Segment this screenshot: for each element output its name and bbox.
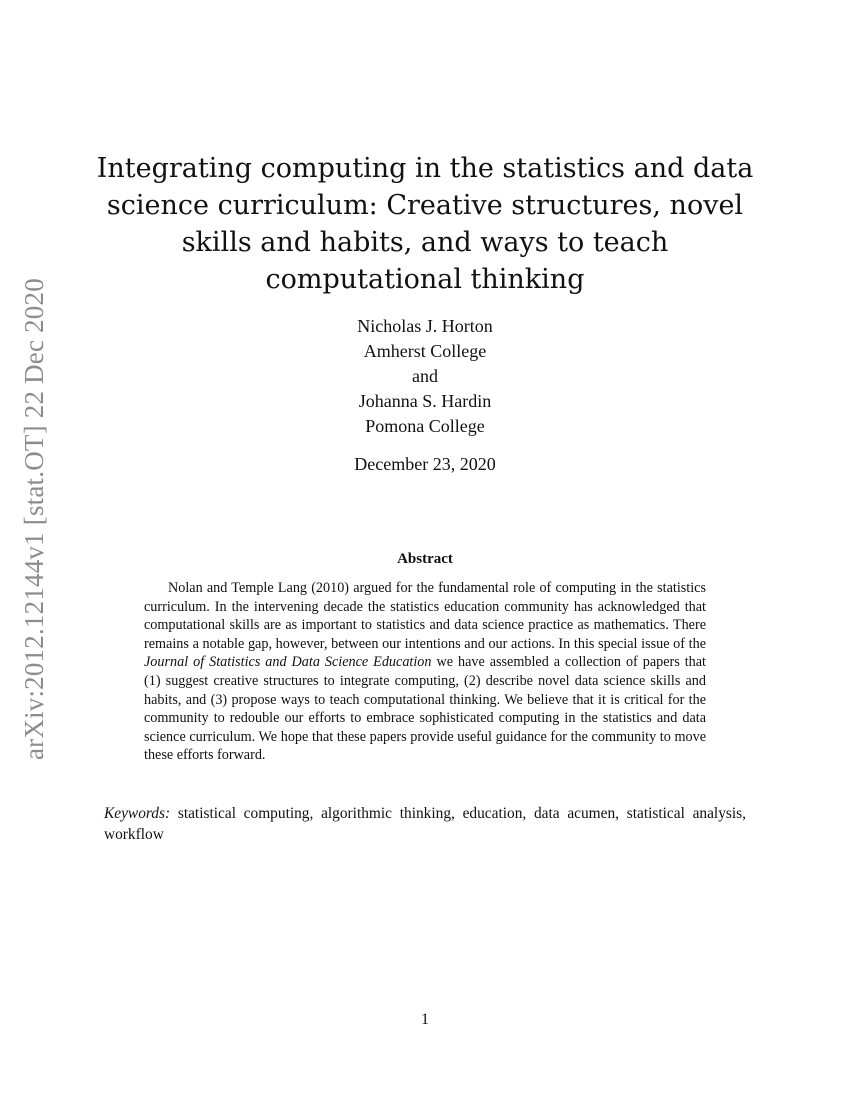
keywords bbox=[104, 803, 746, 845]
author-affiliation: Pomona College bbox=[365, 416, 485, 436]
title-line: science curriculum: Creative structures, novel bbox=[106, 190, 744, 221]
author-conjunction: and bbox=[412, 366, 438, 386]
paper-title bbox=[80, 150, 770, 298]
author-name: Nicholas J. Horton bbox=[357, 316, 493, 336]
author-block bbox=[200, 314, 650, 439]
keywords-label: Keywords: bbox=[104, 805, 171, 822]
abstract-text: we have assembled a collection of papers that (1) suggest creative structures to integrate computing, (2) describe novel data science skills and habits, and (3) propose ways to teach computational thinking. We believe that it is critical for the community to redouble our efforts to embrace sophisticated computing in the statistics and data science curriculum. We hope that these papers provide useful guidance for the community to move these efforts forward. bbox=[144, 654, 707, 764]
abstract-heading: Abstract bbox=[397, 551, 453, 567]
keywords-list: statistical computing, algorithmic thinking, education, data acumen, statistical analysis, workflow bbox=[104, 805, 746, 843]
publication-date: December 23, 2020 bbox=[354, 454, 496, 474]
page-number: 1 bbox=[421, 1011, 429, 1028]
journal-name: Journal of Statistics and Data Science Education bbox=[144, 654, 432, 671]
author-name: Johanna S. Hardin bbox=[358, 391, 492, 411]
arxiv-identifier-stamp: arXiv:2012.12144v1 [stat.OT] 22 Dec 2020 bbox=[19, 278, 49, 760]
abstract-body bbox=[144, 579, 706, 765]
title-line: skills and habits, and ways to teach bbox=[181, 227, 669, 258]
author-affiliation: Amherst College bbox=[363, 341, 487, 361]
title-line: Integrating computing in the statistics and data bbox=[96, 153, 754, 184]
title-line: computational thinking bbox=[265, 264, 585, 295]
abstract-text: Nolan and Temple Lang (2010) argued for the fundamental role of computing in the statistics curriculum. In the intervening decade the statistics education community has acknowledged that computational skills are as important to statistics and data science practice as mathematics. There remains a notable gap, however, between our intentions and our actions. In this special issue of the bbox=[144, 580, 706, 652]
